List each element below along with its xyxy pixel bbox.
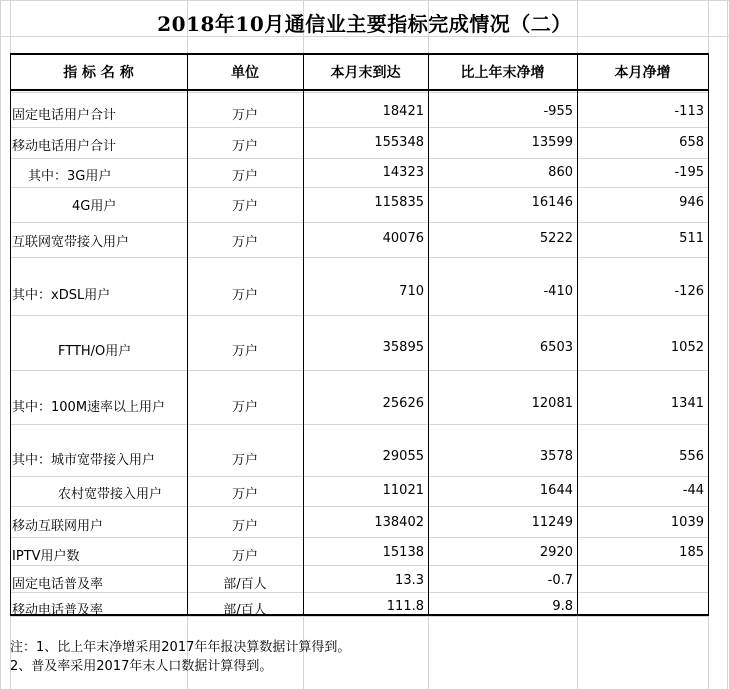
row-current-value: 15138 bbox=[382, 545, 424, 560]
row-vs-last-year-value: 12081 bbox=[531, 396, 573, 411]
table-right-border bbox=[708, 53, 709, 616]
row-monthly-value: -113 bbox=[674, 104, 704, 119]
row-unit: 部/百人 bbox=[223, 577, 267, 592]
note-1: 注：1、比上年末净增采用2017年年报决算数据计算得到。 bbox=[10, 640, 351, 655]
row-vs-last-year-value: 5222 bbox=[539, 231, 573, 246]
row-current-value: 138402 bbox=[374, 515, 424, 530]
row-monthly-value: -195 bbox=[674, 165, 704, 180]
gridline-h bbox=[10, 370, 708, 371]
gridline-v bbox=[727, 0, 728, 689]
header-current: 本月末到达 bbox=[330, 65, 401, 81]
gridline-h bbox=[10, 222, 708, 223]
row-indicator-name: IPTV用户数 bbox=[12, 549, 80, 564]
row-monthly-value: -44 bbox=[682, 483, 704, 498]
gridline-h bbox=[10, 127, 708, 128]
row-monthly-value: 658 bbox=[679, 135, 704, 150]
row-current-value: 25626 bbox=[382, 396, 424, 411]
row-current-value: 29055 bbox=[382, 449, 424, 464]
row-unit: 万户 bbox=[231, 400, 258, 415]
row-monthly-value: 185 bbox=[679, 545, 704, 560]
row-unit: 万户 bbox=[231, 139, 258, 154]
row-current-value: 115835 bbox=[374, 195, 424, 210]
row-vs-last-year-value: 2920 bbox=[539, 545, 573, 560]
row-vs-last-year-value: -410 bbox=[543, 284, 573, 299]
row-vs-last-year-value: -955 bbox=[543, 104, 573, 119]
row-indicator-name: 其中：xDSL用户 bbox=[12, 288, 111, 303]
note-2: 2、普及率采用2017年末人口数据计算得到。 bbox=[10, 659, 273, 674]
gridline-h bbox=[10, 592, 708, 593]
table-left-border bbox=[10, 53, 11, 616]
gridline-v bbox=[0, 0, 1, 689]
row-indicator-name: 互联网宽带接入用户 bbox=[12, 235, 130, 250]
gridline-h bbox=[10, 506, 708, 507]
row-indicator-name: FTTH/O用户 bbox=[58, 344, 132, 359]
row-monthly-value: 946 bbox=[679, 195, 704, 210]
row-current-value: 40076 bbox=[382, 231, 424, 246]
header-indicator: 指 标 名 称 bbox=[63, 65, 134, 81]
page-title: 2018年10月通信业主要指标完成情况（二） bbox=[157, 12, 572, 36]
row-indicator-name: 其中：100M速率以上用户 bbox=[12, 400, 166, 415]
row-monthly-value: 1039 bbox=[670, 515, 704, 530]
row-current-value: 710 bbox=[399, 284, 424, 299]
row-indicator-name: 移动电话用户合计 bbox=[12, 139, 117, 154]
header-vs-last-year: 比上年末净增 bbox=[460, 65, 545, 81]
gridline-h bbox=[10, 424, 708, 425]
row-monthly-value: 556 bbox=[679, 449, 704, 464]
row-vs-last-year-value: 11249 bbox=[531, 515, 573, 530]
header-top-border bbox=[10, 53, 708, 55]
row-unit: 万户 bbox=[231, 169, 258, 184]
row-vs-last-year-value: -0.7 bbox=[547, 573, 573, 588]
row-current-value: 111.8 bbox=[386, 599, 424, 614]
gridline-h bbox=[0, 0, 729, 1]
row-indicator-name: 固定电话用户合计 bbox=[12, 108, 117, 123]
row-unit: 万户 bbox=[231, 549, 258, 564]
gridline-h bbox=[10, 257, 708, 258]
gridline-h bbox=[10, 158, 708, 159]
header-monthly: 本月净增 bbox=[614, 65, 671, 81]
row-unit: 部/百人 bbox=[223, 603, 267, 618]
row-monthly-value: 511 bbox=[679, 231, 704, 246]
row-vs-last-year-value: 9.8 bbox=[552, 599, 573, 614]
gridline-h bbox=[10, 476, 708, 477]
row-vs-last-year-value: 6503 bbox=[539, 340, 573, 355]
header-unit: 单位 bbox=[231, 65, 259, 81]
row-vs-last-year-value: 3578 bbox=[539, 449, 573, 464]
row-monthly-value: 1052 bbox=[670, 340, 704, 355]
row-current-value: 35895 bbox=[382, 340, 424, 355]
row-current-value: 18421 bbox=[382, 104, 424, 119]
row-indicator-name: 其中：城市宽带接入用户 bbox=[12, 453, 156, 468]
gridline-h bbox=[10, 92, 708, 93]
gridline-h bbox=[10, 315, 708, 316]
gridline-h bbox=[10, 187, 708, 188]
row-current-value: 13.3 bbox=[395, 573, 424, 588]
row-unit: 万户 bbox=[231, 288, 258, 303]
row-unit: 万户 bbox=[231, 519, 258, 534]
row-unit: 万户 bbox=[231, 108, 258, 123]
row-unit: 万户 bbox=[231, 235, 258, 250]
row-monthly-value: 1341 bbox=[670, 396, 704, 411]
row-current-value: 155348 bbox=[374, 135, 424, 150]
gridline-h bbox=[10, 565, 708, 566]
row-indicator-name: 其中：3G用户 bbox=[28, 169, 112, 184]
row-unit: 万户 bbox=[231, 453, 258, 468]
row-vs-last-year-value: 13599 bbox=[531, 135, 573, 150]
row-indicator-name: 农村宽带接入用户 bbox=[58, 487, 163, 502]
row-indicator-name: 固定电话普及率 bbox=[12, 577, 104, 592]
row-unit: 万户 bbox=[231, 199, 258, 214]
row-monthly-value: -126 bbox=[674, 284, 704, 299]
row-indicator-name: 移动互联网用户 bbox=[12, 519, 104, 534]
row-indicator-name: 4G用户 bbox=[72, 199, 117, 214]
row-indicator-name: 移动电话普及率 bbox=[12, 603, 104, 618]
gridline-h bbox=[10, 537, 708, 538]
row-unit: 万户 bbox=[231, 487, 258, 502]
row-current-value: 11021 bbox=[382, 483, 424, 498]
row-current-value: 14323 bbox=[382, 165, 424, 180]
row-vs-last-year-value: 1644 bbox=[539, 483, 573, 498]
row-unit: 万户 bbox=[231, 344, 258, 359]
row-vs-last-year-value: 860 bbox=[548, 165, 573, 180]
row-vs-last-year-value: 16146 bbox=[531, 195, 573, 210]
